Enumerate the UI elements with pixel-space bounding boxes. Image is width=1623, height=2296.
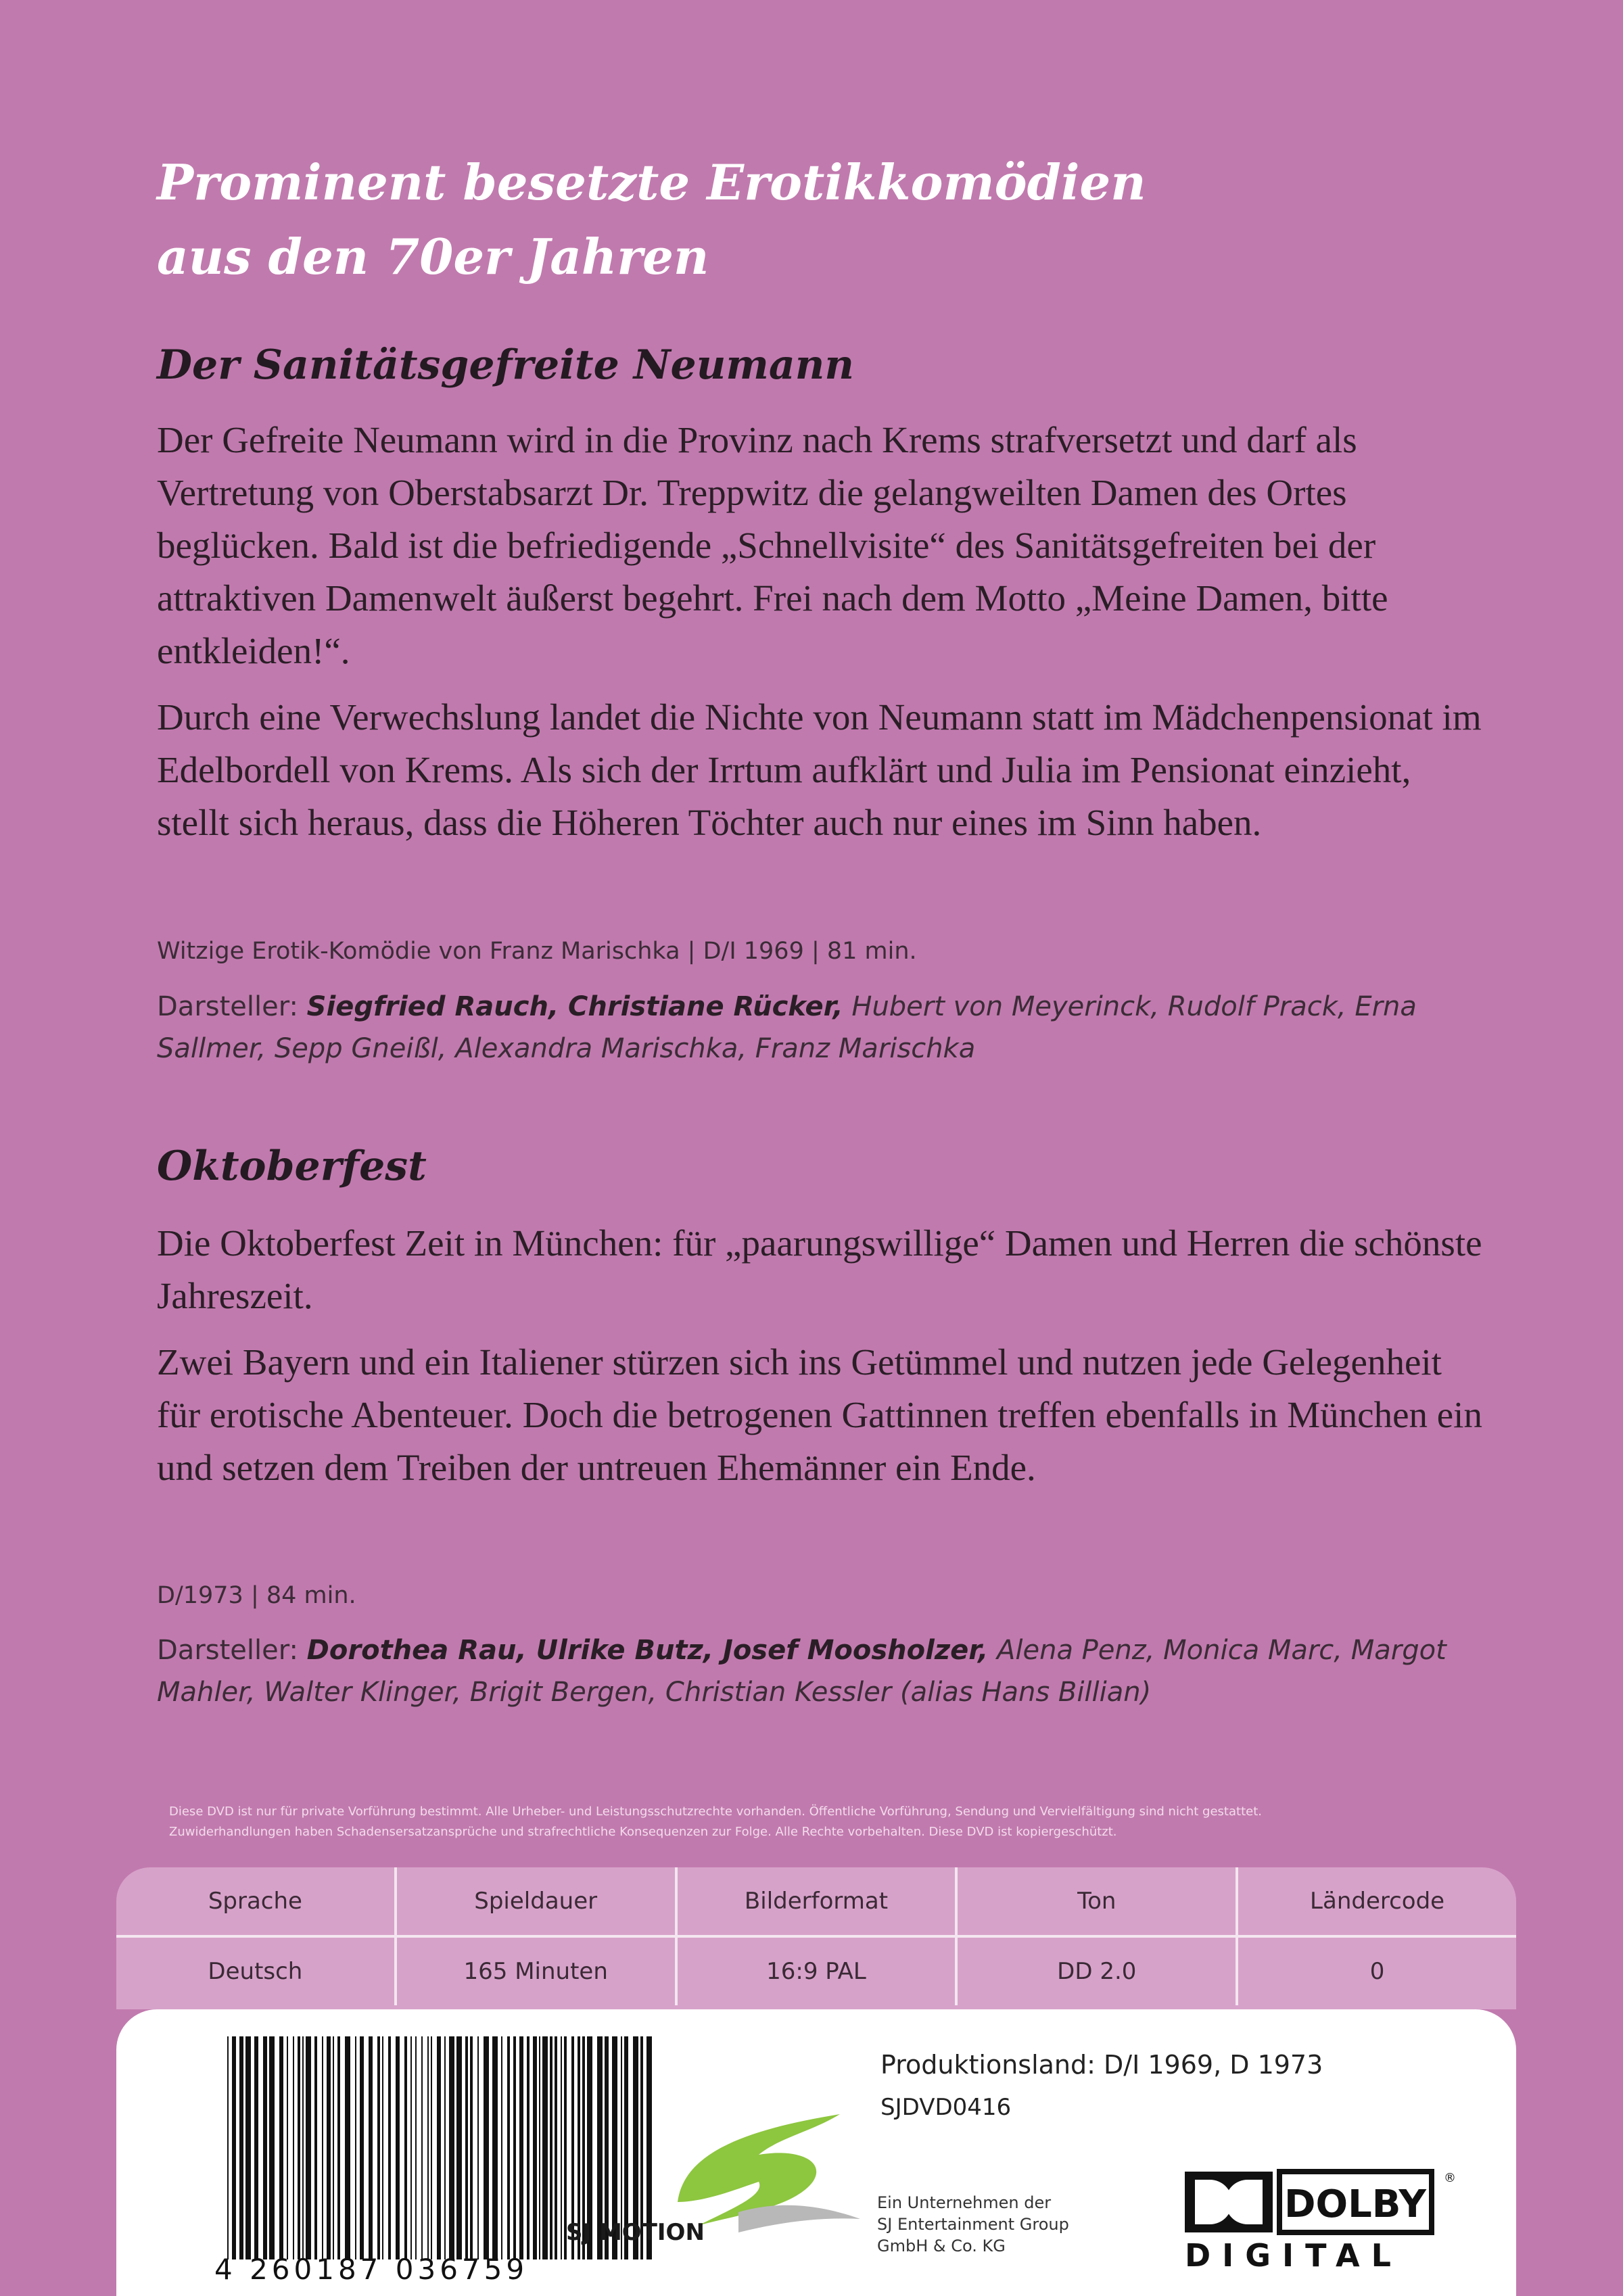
film2-cast [157,1629,1482,1713]
barcode-bar [456,2036,462,2259]
spec-header-language: Sprache [116,1867,397,1935]
barcode-bar [396,2036,400,2259]
barcode-bar [279,2036,283,2259]
legal-line-2: Zuwiderhandlungen haben Schadensersatzansprüche und strafrechtliche Konsequenzen zur Folge. Alle Rechte vorbehalten. Diese DVD ist kopiergeschützt. [169,1825,1117,1839]
film1-cast [157,986,1482,1070]
barcode-bar [293,2036,294,2259]
film1-paragraph-2: Durch eine Verwechslung landet die Nichte von Neumann statt im Mädchenpensionat im Edelbordell von Krems. Als sich der Irrtum aufklärt und Julia im Pensionat einzieht, stellt sich heraus, dass die Höheren Töchter auch nur eines im Sinn haben. [157,696,1482,843]
barcode-bar [355,2036,356,2259]
barcode-bar [470,2036,473,2259]
barcode-bar [263,2036,267,2259]
barcode-bar [377,2036,380,2259]
barcode-bar [519,2036,523,2259]
company-note-line-1: Ein Unternehmen der [877,2193,1052,2212]
registered-mark: ® [1444,2171,1456,2185]
barcode-bar [382,2036,383,2259]
film1-cast-lead: Siegfried Rauch, Christiane Rücker, [306,991,843,1022]
spec-header-runtime: Spieldauer [397,1867,678,1935]
barcode-bar [369,2036,373,2259]
barcode-bar [337,2036,340,2259]
film2-cast-lead: Dorothea Rau, Ulrike Butz, Josef Moosholzer, [306,1635,989,1666]
spec-table [116,1867,1516,2009]
barcode-bar [269,2036,275,2259]
barcode-bar [449,2036,454,2259]
barcode-bar [287,2036,288,2259]
spec-value-region-code: 0 [1369,1958,1385,1985]
film2-info: D/1973 | 84 min. [157,1582,356,1609]
barcode-bar [410,2036,412,2259]
footer-panel [116,2009,1516,2296]
film2-title: Oktoberfest [157,1143,427,1190]
barcode-bar [527,2036,530,2259]
film2-paragraph-1: Die Oktoberfest Zeit in München: für „paarungswillige“ Damen und Herren die schönste Jahreszeit. [157,1222,1482,1316]
production-country: Produktionsland: D/I 1969, D 1973 [880,2050,1323,2080]
film2-paragraph-2: Zwei Bayern und ein Italiener stürzen sich ins Getümmel und nutzen jede Gelegenheit für erotische Abenteuer. Doch die betrogenen Gattinnen treffen ebenfalls in München ein und setzen dem Treiben der untreuen Ehemänner ein Ende. [157,1341,1482,1488]
barcode-bar [431,2036,432,2259]
barcode-bar [507,2036,510,2259]
barcode-bar [492,2036,498,2259]
legal-notice [169,1802,1488,1842]
barcode-bar [415,2036,417,2259]
barcode-bar [501,2036,502,2259]
dolby-digital-logo-icon [1181,2161,1456,2274]
barcode-bar [484,2036,489,2259]
spec-value-runtime: 165 Minuten [397,1938,678,2005]
headline-line-2: aus den 70er Jahren [157,228,709,285]
barcode-bar [239,2036,243,2259]
film1-cast-rest: Hubert von Meyerinck, Rudolf Prack, Erna Sallmer, Sepp Gneißl, Alexandra Marischka, Franz Marischka [157,991,1417,1064]
barcode-bar [302,2036,304,2259]
barcode-bar [550,2036,552,2259]
headline [157,145,1374,294]
catalog-number: SJDVD0416 [880,2094,1012,2121]
film1-paragraph-1: Der Gefreite Neumann wird in die Provinz nach Krems strafversetzt und darf als Vertretung von Oberstabsarzt Dr. Treppwitz die gelangweilten Damen des Ortes beglücken. Bald ist die befriedigende „Schnellvisite“ des Sanitätsgefreiten bei der attraktiven Damenwelt äußerst begehrt. Frei nach dem Motto „Meine Damen, bitte entkleiden!“. [157,419,1388,671]
film2-synopsis [157,1217,1482,1508]
barcode-bar [477,2036,479,2259]
barcode-bar [254,2036,258,2259]
film1-cast-label: Darsteller: [157,991,298,1022]
film1-synopsis [157,414,1482,863]
spec-value-picture-format: 16:9 PAL [678,1938,958,2005]
spec-header-picture-format: Bilderformat [678,1867,958,1935]
barcode-bar [421,2036,423,2259]
barcode-bar [333,2036,334,2259]
company-note-line-2: SJ Entertainment Group [877,2215,1069,2234]
barcode-bar [298,2036,300,2259]
barcode-bar [327,2036,331,2259]
spec-header-region-code: Ländercode [1310,1888,1445,1915]
barcode-bar [539,2036,540,2259]
publisher-name: SJ MOTION [566,2219,705,2246]
barcode-bar [542,2036,548,2259]
barcode-bar [314,2036,317,2259]
barcode-bar [306,2036,311,2259]
headline-line-1: Prominent besetzte Erotikkomödien [157,153,1146,211]
barcode-bar [322,2036,323,2259]
barcode-number: 4 260187 036759 [214,2253,529,2286]
dolby-word: DOLBY [1284,2182,1426,2226]
spec-header-sound: Ton [958,1867,1238,1935]
barcode-bar [245,2036,251,2259]
legal-line-1: Diese DVD ist nur für private Vorführung bestimmt. Alle Urheber- und Leistungsschutzrechte vorhanden. Öffentliche Vorführung, Sendung und Vervielfältigung sind nicht gestattet. [169,1804,1262,1819]
barcode-bar [232,2036,236,2259]
film1-info: Witzige Erotik-Komödie von Franz Marischka | D/I 1969 | 81 min. [157,938,917,965]
barcode-bar [465,2036,468,2259]
film1-title: Der Sanitätsgefreite Neumann [157,341,854,389]
barcode-bar [533,2036,537,2259]
film2-cast-rest: Alena Penz, Monica Marc, Margot Mahler, Walter Klinger, Brigit Bergen, Christian Kessler (alias Hans Billian) [157,1635,1446,1708]
dolby-sub: DIGITAL [1185,2237,1403,2274]
barcode-bar [437,2036,441,2259]
spec-value-row [116,1935,1516,2005]
barcode-bar [227,2036,229,2259]
company-note [877,2192,1148,2257]
barcode-bar [388,2036,391,2259]
film2-cast-label: Darsteller: [157,1635,298,1666]
barcode-bar [427,2036,429,2259]
company-note-line-3: GmbH & Co. KG [877,2237,1006,2255]
barcode-bar [555,2036,557,2259]
spec-value-language: Deutsch [116,1938,397,2005]
spec-header-row [116,1867,1516,1935]
barcode-bar [561,2036,562,2259]
barcode-bar [513,2036,516,2259]
barcode-bar [444,2036,446,2259]
barcode-bar [404,2036,407,2259]
spec-value-sound: DD 2.0 [958,1938,1238,2005]
barcode-bar [345,2036,350,2259]
barcode-bar [360,2036,364,2259]
